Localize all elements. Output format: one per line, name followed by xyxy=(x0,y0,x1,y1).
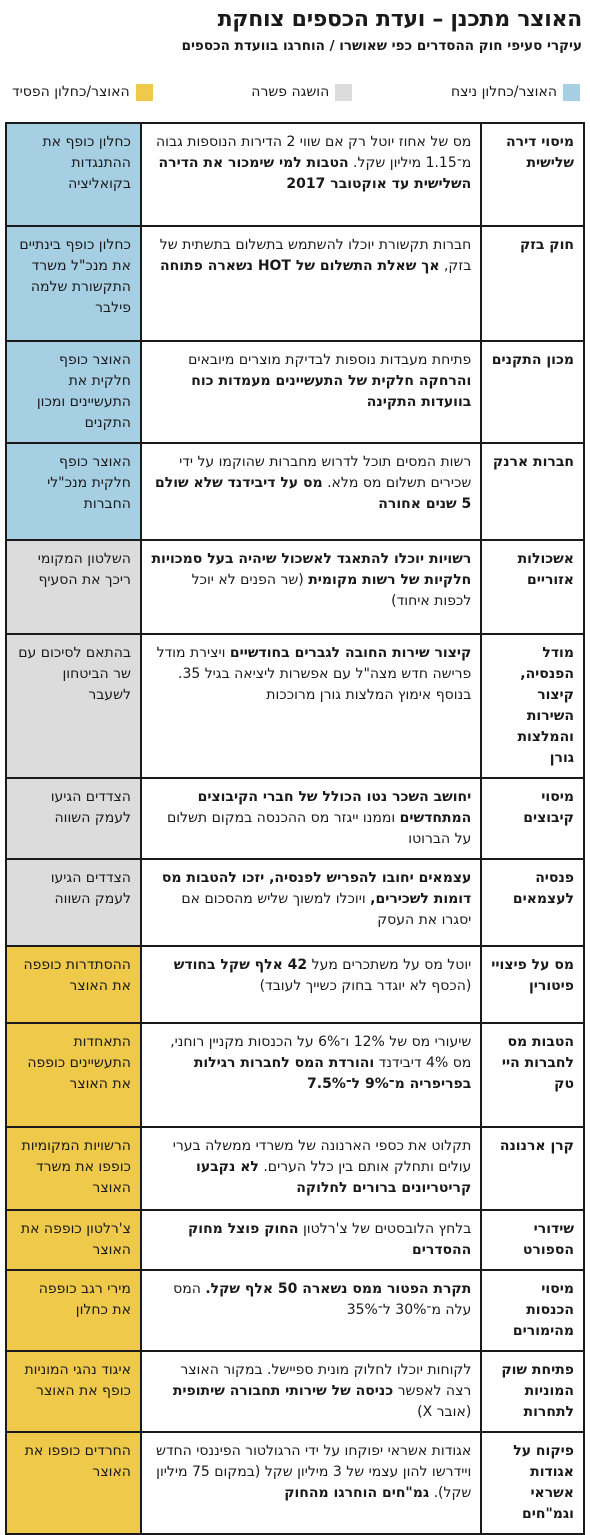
table-row xyxy=(6,634,584,778)
description-tail: (הכסף לא יוגדר בחוק כשייך לעובד) xyxy=(259,978,472,994)
table-row xyxy=(6,1270,584,1351)
row-description xyxy=(141,1432,481,1534)
description-tail: ויוכלו למשוך שליש מהסכום אם יסגרו את העסק xyxy=(181,891,472,928)
description-highlight: 42 אלף שקל בחודש xyxy=(173,957,308,973)
legend-swatch-win xyxy=(563,84,580,101)
row-description xyxy=(141,123,481,226)
legend-swatch-lose xyxy=(136,84,153,101)
description-highlight: לא נקבעו קריטריונים ברורים לחלוקה xyxy=(196,1159,472,1196)
legend-label-win: האוצר/כחלון ניצח xyxy=(450,84,557,100)
description-text: רשות המסים תוכל לדרוש מחברות שהוקמו על ידי שכירים תשלום מס מלא. xyxy=(179,454,472,491)
description-tail: (אובר X) xyxy=(417,1404,472,1420)
description-text: אגודות אשראי יפוקחו על ידי הרגולטור הפיננסי החדש ויידרשו להון עצמי של 3 מיליון שקל (במקום 75 מיליון שקל). xyxy=(155,1443,472,1501)
row-description xyxy=(141,1127,481,1210)
row-topic: שידורי הספורט xyxy=(481,1210,584,1270)
row-description xyxy=(141,341,481,443)
description-text: מס של אחוז יוטל רק אם שווי 2 הדירות הנוספות גבוה מ־1.15 מיליון שקל. xyxy=(156,134,472,171)
row-topic: מכון התקנים xyxy=(481,341,584,443)
description-highlight: הטבות למי שימכור את הדירה השלישית עד אוקטובר 2017 xyxy=(158,155,472,192)
description-highlight: כניסה של שירותי תחבורה שיתופית xyxy=(172,1383,394,1399)
description-tail: (שר הפנים לא יוכל לכפות איחוד) xyxy=(191,572,472,609)
legend xyxy=(0,56,590,104)
page-title: האוצר מתכנן – ועדת הכספים צוחקת xyxy=(217,7,582,32)
table-row xyxy=(6,778,584,859)
description-highlight: מס על דיבידנד שלא שולם 5 שנים אחורה xyxy=(154,475,472,512)
legend-item-lose xyxy=(12,84,153,101)
legend-swatch-compromise xyxy=(335,84,352,101)
row-description xyxy=(141,859,481,946)
description-text: לקוחות יוכלו לחלוק מונית ספיישל. במקור האוצר רצה לאפשר xyxy=(180,1362,472,1399)
page-subtitle: עיקרי סעיפי חוק ההסדרים כפי שאושרו / הוחרגו בוועדת הכספים xyxy=(181,38,582,54)
description-text: פתיחת מעבדות נוספות לבדיקת מוצרים מיובאים xyxy=(188,352,472,368)
row-outcome: צ'רלטון כופפה את האוצר xyxy=(6,1210,141,1270)
description-highlight: גמ"חים הוחרגו מהחוק xyxy=(284,1485,430,1501)
row-topic: פתיחת שוק המוניות לתחרות xyxy=(481,1351,584,1432)
description-highlight: קיצור שירות החובה לגברים בחודשיים xyxy=(229,645,472,661)
description-text: חברות תקשורת יוכלו להשתמש בתשלום בתשתית של בזק, xyxy=(159,237,472,274)
table-row xyxy=(6,540,584,634)
row-outcome: מירי רגב כופפה את כחלון xyxy=(6,1270,141,1351)
row-topic: פיקוח על אגודות אשראי וגמ"חים xyxy=(481,1432,584,1534)
row-outcome: כחלון כופף את ההתנגדות בקואליציה xyxy=(6,123,141,226)
row-topic: הטבות מס לחברות היי טק xyxy=(481,1023,584,1127)
table-row xyxy=(6,1023,584,1127)
row-description xyxy=(141,1023,481,1127)
table-row xyxy=(6,1127,584,1210)
row-outcome: האוצר כופף חלקית מנכ"לי החברות xyxy=(6,443,141,540)
row-topic: אשכולות אזוריים xyxy=(481,540,584,634)
row-topic: פנסיה לעצמאים xyxy=(481,859,584,946)
row-outcome: האוצר כופף חלקית את התעשיינים ומכון התקנים xyxy=(6,341,141,443)
row-topic: מיסוי דירה שלישית xyxy=(481,123,584,226)
row-topic: מיסוי הכנסות מהימורים xyxy=(481,1270,584,1351)
row-description xyxy=(141,946,481,1023)
table-row xyxy=(6,946,584,1023)
row-description xyxy=(141,634,481,778)
description-tail: המס עלה מ־30% ל־35% xyxy=(173,1281,472,1318)
table-row xyxy=(6,859,584,946)
description-highlight: החוק פוצל מחוק ההסדרים xyxy=(187,1221,472,1258)
description-tail: ויצירת מודל פרישה חדש מצה"ל עם אפשרות ליציאה בגיל 35. בנוסף אימוץ המלצות גורן מרוככות xyxy=(156,645,472,703)
clauses-table xyxy=(5,122,585,1535)
row-outcome: הצדדים הגיעו לעמק השווה xyxy=(6,859,141,946)
row-topic: מיסוי קיבוצים xyxy=(481,778,584,859)
legend-label-lose: האוצר/כחלון הפסיד xyxy=(12,84,130,100)
table-row xyxy=(6,443,584,540)
row-topic: חברות ארנק xyxy=(481,443,584,540)
description-highlight: יחושב השכר נטו הכולל של חברי הקיבוצים המתחדשים xyxy=(197,789,472,826)
description-text: יוטל מס על משתכרים מעל xyxy=(307,957,472,973)
description-text: תקלוט את כספי הארנונה של משרדי ממשלה בערי עולים ותחלק אותם בין כלל הערים. xyxy=(172,1138,472,1175)
row-outcome: כחלון כופף בינתיים את מנכ"ל משרד התקשורת שלמה פילבר xyxy=(6,226,141,341)
table-row xyxy=(6,226,584,341)
row-description xyxy=(141,1210,481,1270)
row-topic: מודל הפנסיה, קיצור השירות והמלצות גורן xyxy=(481,634,584,778)
legend-item-win xyxy=(451,84,580,101)
description-highlight: והורדת המס לחברות רגילות בפריפריה מ־9% ל־7.5% xyxy=(193,1055,472,1092)
row-outcome: הרשויות המקומיות כופפו את משרד האוצר xyxy=(6,1127,141,1210)
table-row xyxy=(6,123,584,226)
row-topic: חוק בזק xyxy=(481,226,584,341)
row-description xyxy=(141,1351,481,1432)
description-text: שיעורי מס של 12% ו־6% על הכנסות מקניין רוחני, מס 4% דיבידנד xyxy=(170,1034,472,1071)
row-outcome: הצדדים הגיעו לעמק השווה xyxy=(6,778,141,859)
row-description xyxy=(141,226,481,341)
row-outcome: ההסתדרות כופפה את האוצר xyxy=(6,946,141,1023)
table-row xyxy=(6,1351,584,1432)
table-row xyxy=(6,1432,584,1534)
row-outcome: החרדים כופפו את האוצר xyxy=(6,1432,141,1534)
description-tail: וממנו ייגזר מס ההכנסה במקום תשלום על הברוטו xyxy=(166,810,472,847)
legend-label-compromise: הושגה פשרה xyxy=(251,84,330,100)
row-topic: מס על פיצויי פיטורין xyxy=(481,946,584,1023)
row-description xyxy=(141,443,481,540)
row-outcome: התאחדות התעשיינים כופפה את האוצר xyxy=(6,1023,141,1127)
row-outcome: בהתאם לסיכום עם שר הביטחון לשעבר xyxy=(6,634,141,778)
row-topic: קרן ארנונה xyxy=(481,1127,584,1210)
row-outcome: איגוד נהגי המוניות כופף את האוצר xyxy=(6,1351,141,1432)
description-text: בלחץ הלובסטים של צ'רלטון xyxy=(298,1221,472,1237)
description-highlight: רשויות יוכלו להתאגד לאשכול שיהיה בעל סמכויות חלקיות של רשות מקומית xyxy=(151,551,472,588)
description-highlight: עצמאים יחובו להפריש לפנסיה, יזכו להטבות מס דומות לשכירים, xyxy=(161,870,472,907)
legend-item-compromise xyxy=(251,84,352,101)
row-description xyxy=(141,1270,481,1351)
row-description xyxy=(141,540,481,634)
table-row xyxy=(6,1210,584,1270)
header xyxy=(0,0,590,56)
description-highlight: תקרת הפטור ממס נשארה 50 אלף שקל. xyxy=(205,1281,472,1297)
row-description xyxy=(141,778,481,859)
row-outcome: השלטון המקומי ריכך את הסעיף xyxy=(6,540,141,634)
description-highlight: והרחקה חלקית של התעשיינים מעמדות כוח בוועדות התקינה xyxy=(191,373,472,410)
clauses-table-body xyxy=(6,123,584,1534)
table-row xyxy=(6,341,584,443)
description-highlight: אך שאלת התשלום של HOT נשארה פתוחה xyxy=(160,258,440,274)
